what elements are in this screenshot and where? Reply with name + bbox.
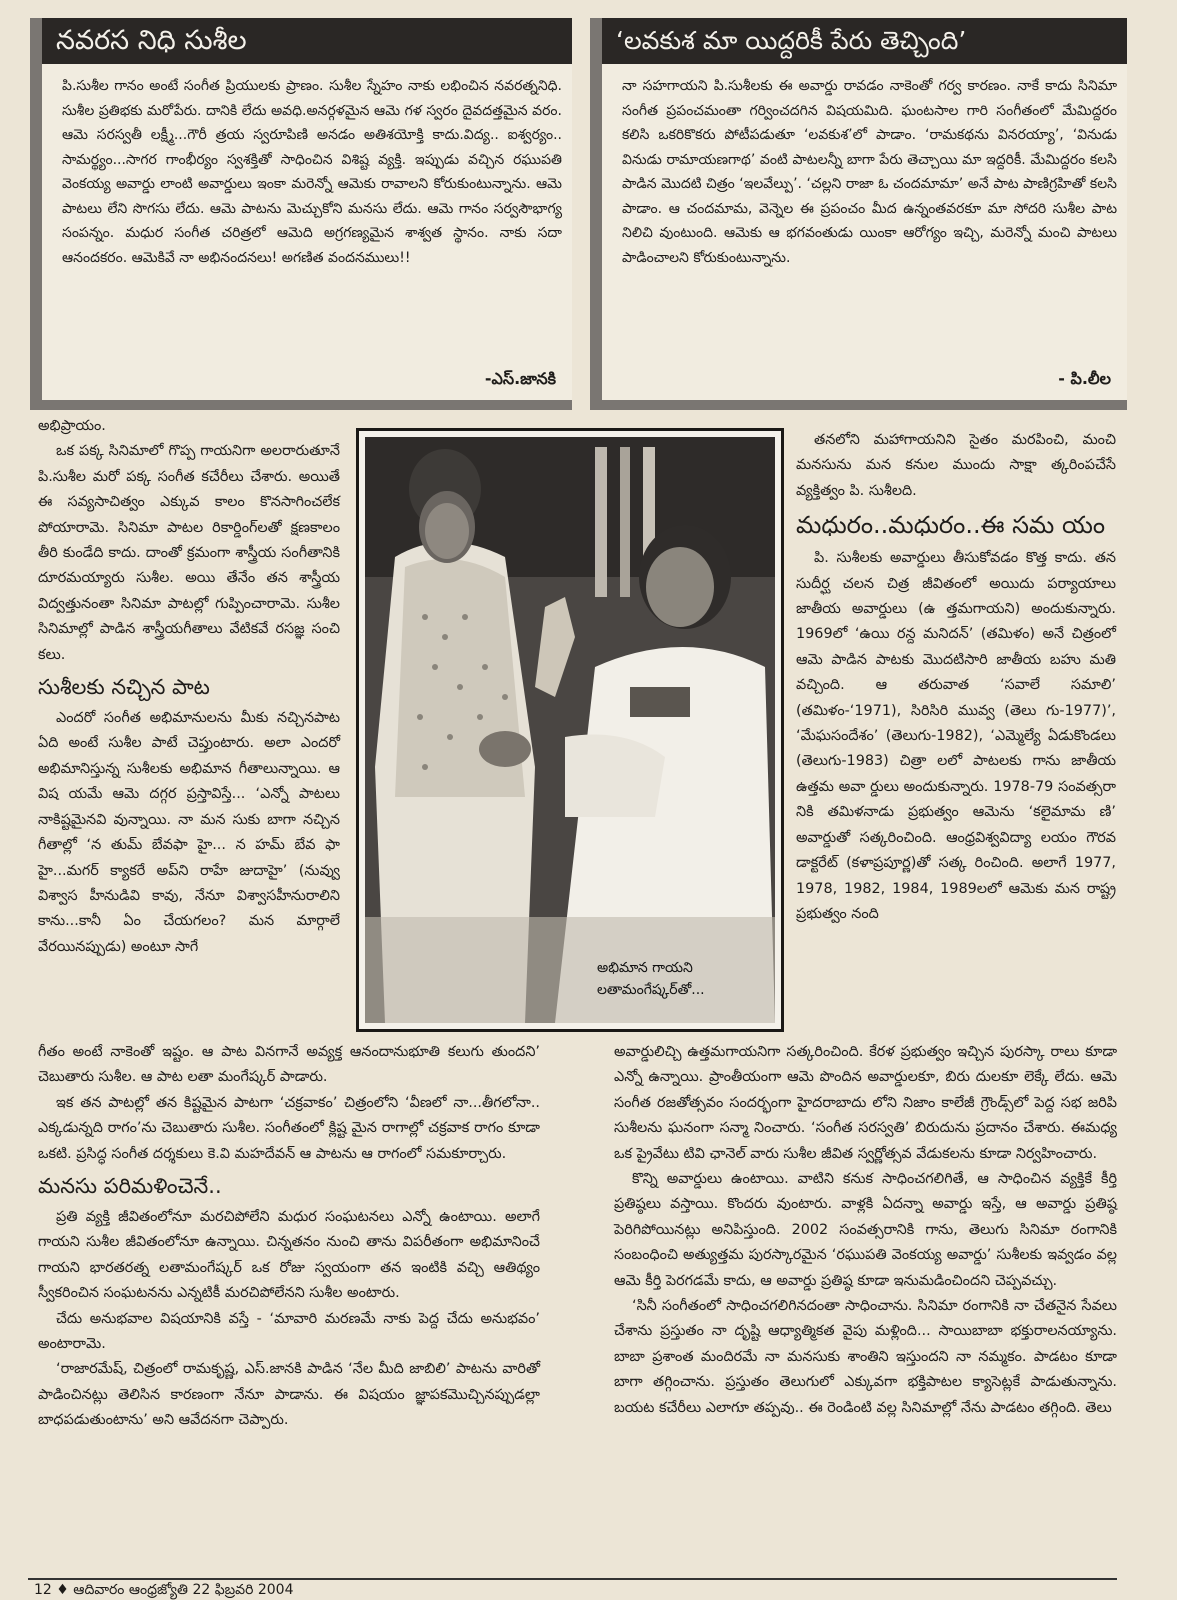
paragraph: కొన్ని అవార్డులు ఉంటాయి. వాటిని కనుక సాధించగలిగితే, ఆ సాధించిన వ్యక్తికే కీర్తి ప్రతిష్ఠలు వస్తాయి. కొందరు వుంటారు. వాళ్లకి ఏదన్నా అవార్డు ఇస్తే, ఆ అవార్డు ప్రతిష్ఠ పెరిగిపోయినట్లు అనిపిస్తుంది. 2002 సంవత్సరానికి గాను, తెలుగు సినిమా రంగానికి సంబంధించి అత్యుత్తమ పురస్కారమైన ‘రఘుపతి వెంకయ్య అవార్డు’ సుశీలకు ఇవ్వడం వల్ల ఆమె కీర్తి పెరగడమే కాదు, ఆ అవార్డు ప్రతిష్ఠ కూడా ఇనుమడించిందని చెప్పవచ్చు. <box>614 1171 1117 1289</box>
quote-text: నా సహగాయని పి.సుశీలకు ఈ అవార్డు రావడం నాకెంతో గర్వ కారణం. నాకే కాదు సినిమా సంగీత ప్రపంచమంతా గర్వించదగిన విషయమిది. ఘంటసాల గారి సంగీతంలో మేమిద్దరం కలిసి ఒకరికొకరు పోటీపడుతూ ‘లవకుశ’లో పాడాం. ‘రామకథను వినరయ్యా’, ‘వినుడు వినుడు రామాయణగాథ’ వంటి పాటలన్నీ బాగా పేరు తెచ్చాయి మా ఇద్దరికీ. మేమిద్దరం కలసి పాడిన మొదటి చిత్రం ‘ఇలవేల్పు’. ‘చల్లని రాజా ఓ చందమామా’ అనే పాట పాణిగ్రహితో కలసి పాడాం. ఆ చందమామ, వెన్నెల ఈ ప్రపంచం మీద ఉన్నంతవరకూ మా సోదరి సుశీల పాట నిలిచి వుంటుంది. ఆమెకు ఆ భగవంతుడు యింకా ఆరోగ్యం ఇచ్చి, మరెన్నో మంచి పాటలు పాడించాలని కోరుకుంటున్నాను. <box>622 78 1117 266</box>
footer-rule <box>28 1578 1117 1580</box>
paragraph: ‘రాజారమేష్, చిత్రంలో రామకృష్ణ, ఎస్.జానకి పాడిన ‘నేల మీది జాబిలి’ పాటను వారితో పాడించినట్లు తెలిసిన కారణంగా నేనూ పాడాను. ఈ విషయం జ్ఞాపకమొచ్చినప్పుడల్లా బాధపడుతుంటాను’ అని ఆవేదనగా చెప్పారు. <box>38 1361 540 1429</box>
article-column-bottom-right <box>614 1040 1117 1421</box>
quote-signature: -ఎస్.జానకి <box>484 369 556 388</box>
section-heading: మధురం..మధురం..ఈ సమ యం <box>796 511 1105 540</box>
photo-frame <box>356 428 784 1032</box>
quote-box-title: నవరస నిధి సుశీల <box>42 18 572 64</box>
quote-box-title: ‘లవకుశ మా యిద్దరికీ పేరు తెచ్చింది’ <box>602 18 1127 64</box>
paragraph: ‘సినీ సంగీతంలో సాధించగలిగినదంతా సాధించాను. సినిమా రంగానికి నా చేతనైన సేవలు చేశాను ప్రస్తుతం నా దృష్టి ఆధ్యాత్మికత వైపు మళ్లింది... సాయిబాబా భక్తురాలనయ్యాను. బాబా ప్రశాంత మందిరమే నా మనసుకు శాంతిని ఇస్తుందని నా నమ్మకం. పాడటం కూడా బాగా తగ్గించాను. ప్రస్తుతం తెలుగులో ఎక్కువగా భక్తిపాటల క్యాసెట్లకే పాడుతున్నాను. బయట కచేరీలు ఎలాగూ తప్పవు.. ఈ రెండింటి వల్ల సినిమాల్లో నేను పాడటం తగ్గింది. తెలు <box>614 1298 1117 1416</box>
quote-text: పి.సుశీల గానం అంటే సంగీత ప్రియులకు ప్రాణం. సుశీల స్నేహం నాకు లభించిన నవరత్ననిధి. సుశీల ప్రతిభకు మరోపేరు. దానికి లేదు అవధి.అనర్గళమైన ఆమె గళ స్వరం దైవదత్తమైన వరం. ఆమె సరస్వతీ లక్ష్మీ...గౌరీ త్రయ స్వరూపిణి అనడం అతిశయోక్తి కాదు.విద్య.. ఐశ్వర్యం.. సామర్థ్యం...సాగర గాంభీర్యం స్వశక్తితో సాధించిన విశిష్ట వ్యక్తి. ఇప్పుడు వచ్చిన రఘుపతి వెంకయ్య అవార్డు లాంటి అవార్డులు ఇంకా మరెన్నో ఆమెకు రావాలని కోరుకుంటున్నాను. ఆమె పాటలు లేని సొగసు లేదు. ఆమె పాటను మెచ్చుకోని మనసు లేదు. ఆమె గానం సర్వసౌభాగ్య సంపన్నం. మధుర సంగీత చరిత్రలో ఆమెది అగ్రగణ్యమైన శాశ్వత స్థానం. నాకు సదా ఆనందకరం. ఆమెకివే నా అభినందనలు! అగణిత వందనములు!! <box>62 78 562 266</box>
section-heading: మనసు పరిమళించెనే.. <box>38 1174 222 1199</box>
paragraph: ఒక పక్క సినిమాలో గొప్ప గాయనిగా అలరారుతూనే పి.సుశీల మరో పక్క సంగీత కచేరీలు చేశారు. అయితే ఈ సవ్యసాచిత్వం ఎక్కువ కాలం కొనసాగించలేక పోయారామె. సినిమా పాటల రికార్డింగ్‌లతో క్షణకాలం తీరి కుండేది కాదు. దాంతో క్రమంగా శాస్త్రీయ సంగీతానికి దూరమయ్యారు సుశీల. అయి తేనేం తన శాస్త్రీయ విద్వత్తునంతా సినిమా పాటల్లో గుప్పించారామె. సుశీల సినిమాల్లో పాడిన శాస్త్రీయగీతాలు వేటికవే రసజ్ఞ సంచి కలు. <box>38 443 340 663</box>
photo-susheela-lata <box>365 437 775 1023</box>
section-heading: సుశీలకు నచ్చిన పాట <box>38 675 210 700</box>
article-column-bottom-left <box>38 1040 540 1434</box>
paragraph: తనలోని మహాగాయనిని సైతం మరపించి, మంచి మనసును మన కనుల ముందు సాక్షా త్కరింపచేసే వ్యక్తిత్వం పి. సుశీలది. <box>796 432 1116 499</box>
paragraph: ఎందరో సంగీత అభిమానులను మీకు నచ్చినపాట ఏది అంటే సుశీల పాటే చెప్తుంటారు. అలా ఎందరో అభిమానిస్తున్న సుశీలకు అభిమాన గీతాలున్నాయి. ఆ విష యమే ఆమె దగ్గర ప్రస్తావిస్తే... ‘ఎన్నో పాటలు నాకిష్టమైనవి వున్నాయి. నా మన సుకు బాగా నచ్చిన గీతాల్లో ‘న తుమ్ బేవఫా హై... న హమ్ బేవ ఫా హై...మగర్ క్యాకరే అప్‌ని రాహే జుదాహై’ (నువ్వు విశ్వాస హీనుడివి కావు, నేనూ విశ్వాసహీనురాలిని కాను...కానీ ఏం చేయగలం? మన మార్గాలే వేరయినప్పుడు) అంటూ సాగే <box>38 710 340 955</box>
paragraph: చేదు అనుభవాల విషయానికి వస్తే - ‘మావారి మరణమే నాకు పెద్ద చేదు అనుభవం’ అంటారామె. <box>38 1310 540 1353</box>
photo-illustration <box>365 437 775 1023</box>
page-footer: 12 ♦ ఆదివారం ఆంధ్రజ్యోతి 22 ఫిబ్రవరి 2004 <box>34 1582 294 1598</box>
quote-box-leela <box>590 18 1127 410</box>
paragraph: గీతం అంటే నాకెంతో ఇష్టం. ఆ పాట వినగానే అవ్యక్త ఆనందానుభూతి కలుగు తుందని’ చెబుతారు సుశీల. ఆ పాట లతా మంగేష్కర్ పాడారు. <box>38 1044 540 1086</box>
quote-box-body <box>602 64 1127 270</box>
paragraph: అభిప్రాయం. <box>38 418 106 434</box>
article-column-right <box>796 428 1116 927</box>
paragraph: ప్రతి వ్యక్తి జీవితంలోనూ మరచిపోలేని మధుర సంఘటనలు ఎన్నో ఉంటాయి. అలాగే గాయని సుశీల జీవితంలోనూ ఉన్నాయి. చిన్నతనం నుంచి తాను విపరీతంగా అభిమానించే గాయని భారతరత్న లతామంగేష్కర్ ఒక రోజు స్వయంగా తన ఇంటికి వచ్చి ఆతిథ్యం స్వీకరించిన సంఘటనను ఎన్నటికీ మరచిపోలేనని సుశీల అంటారు. <box>38 1209 540 1302</box>
paragraph: పి. సుశీలకు అవార్డులు తీసుకోవడం కొత్త కాదు. తన సుదీర్ఘ చలన చిత్ర జీవితంలో అయిదు పర్యాయాలు జాతీయ అవార్డులు (ఉ త్తమగాయని) అందుకున్నారు. 1969లో ‘ఉయి రన్ద మనిదన్’ (తమిళం) అనే చిత్రంలో ఆమె పాడిన పాటకు మొదటిసారి జాతీయ బహు మతి వచ్చింది. ఆ తరువాత ‘సవాలే సమాలి’ (తమిళం-‘1971), సిరిసిరి మువ్వ (తెలు గు-1977)’, ‘మేఘసందేశం’ (తెలుగు-1982), ‘ఎమ్మెల్యే ఏడుకొండలు (తెలుగు-1983) చిత్రా లలో పాటలకు గాను జాతీయ ఉత్తమ అవా ర్డులు అందుకున్నారు. 1978-79 సంవత్సరా నికి తమిళనాడు ప్రభుత్వం ఆమెను ‘కలైమామ ణి’ అవార్డుతో సత్కరించింది. ఆంధ్రవిశ్వవిద్యా లయం గౌరవ డాక్టరేట్ (కళాప్రపూర్ణ)తో సత్క రించింది. అలాగే 1977, 1978, 1982, 1984, 1989లలో ఆమెకు మన రాష్ట్ర ప్రభుత్వం నంది <box>796 550 1116 922</box>
quote-box-janaki <box>30 18 572 410</box>
photo-caption: అభిమాన గాయని లతామంగేష్కర్‌తో... <box>597 960 705 998</box>
quote-signature: - పి.లీల <box>1058 369 1111 388</box>
paragraph: అవార్డులిచ్చి ఉత్తమగాయనిగా సత్కరించింది. కేరళ ప్రభుత్వం ఇచ్చిన పురస్కా రాలు కూడా ఎన్నో ఉన్నాయి. ప్రాంతీయంగా ఆమె పొందిన అవార్డులకూ, బిరు దులకూ లెక్కే లేదు. ఆమె సంగీత రజతోత్సవం సందర్భంగా హైదరాబాదు లోని నిజాం కాలేజీ గ్రౌండ్స్‌లో పెద్ద సభ జరిపి సుశీలను ఘనంగా సన్మా నించారు. ‘సంగీత సరస్వతి’ బిరుదును ప్రదానం చేశారు. ఈమధ్య ఒక ప్రైవేటు టివి ఛానెల్ వారు సుశీల జీవిత స్వర్ణోత్సవ వేడుకలను కూడా నిర్వహించారు. <box>614 1044 1117 1162</box>
article-column-left <box>38 414 340 960</box>
quote-box-body <box>42 64 572 270</box>
paragraph: ఇక తన పాటల్లో తన కిష్టమైన పాటగా ‘చక్రవాకం’ చిత్రంలోని ‘వీణలో నా...తీగలోనా.. ఎక్కడున్నది రాగం’ను చెబుతారు సుశీల. సంగీతంలో క్లిష్ట మైన రాగాల్లో చక్రవాక రాగం కూడా ఒకటి. ప్రసిద్ధ సంగీత దర్శకులు కె.వి మహదేవన్ ఆ పాటను ఆ రాగంలో సమకూర్చారు. <box>38 1094 540 1162</box>
